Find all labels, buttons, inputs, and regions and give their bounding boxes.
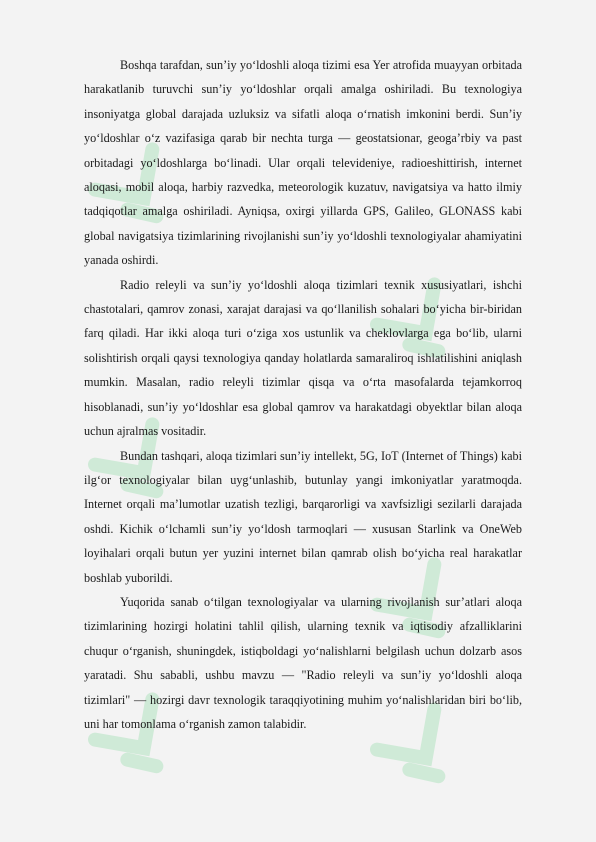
document-body [84,53,522,736]
paragraph: Radio releyli va sun’iy yo‘ldoshli aloqa tizimlari texnik xususiyatlari, ishchi chastotalari, qamrov zonasi, xarajat darajasi va qo‘llanilish sohalari bo‘yicha bir-biridan farq qiladi. Har ikki aloqa turi o‘ziga xos ustunlik va cheklovlarga ega bo‘lib, ularni solishtirish orqali qaysi texnologiya qanday holatlarda samaraliroq ishlatilishini aniqlash mumkin. Masalan, radio releyli tizimlar qisqa va o‘rta masofalarda tejamkorroq hisoblanadi, sun’iy yo‘ldoshlar esa global qamrov va harakatdagi obyektlar bilan aloqa uchun ajralmas vositadir. [84,277,522,439]
paragraph: Yuqorida sanab o‘tilgan texnologiyalar va ularning rivojlanish sur’atlari aloqa tizimlarining hozirgi holatini tahlil qilish, ularning texnik va iqtisodiy afzalliklarini chuqur o‘rganish, shuningdek, istiqboldagi yo‘nalishlarni belgilash uchun dolzarb asos yaratadi. Shu sababli, ushbu mavzu — "Radio releyli va sun’iy yo‘ldoshli aloqa tizimlari" — hozirgi davr texnologik taraqqiyotining muhim yo‘nalishlaridan biri bo‘lib, uni har tomonlama o‘rganish zamon talabidir. [84,594,522,731]
paragraph: Bundan tashqari, aloqa tizimlari sun’iy intellekt, 5G, IoT (Internet of Things) kabi ilg‘or texnologiyalar bilan uyg‘unlashib, butunlay yangi imkoniyatlar yaratmoqda. Internet orqali ma’lumotlar uzatish tezligi, barqarorligi va xavfsizligi sezilarli darajada oshdi. Kichik o‘lchamli sun’iy yo‘ldosh tarmoqlari — xususan Starlink va OneWeb loyihalari orqali butun yer yuzini internet bilan qamrab olish bo‘yicha real harakatlar boshlab yuborildi. [84,448,522,585]
paragraph: Boshqa tarafdan, sun’iy yo‘ldoshli aloqa tizimi esa Yer atrofida muayyan orbitada harakatlanib turuvchi sun’iy yo‘ldoshlar orqali amalga oshiriladi. Bu texnologiya insoniyatga global darajada uzluksiz va sifatli aloqa o‘rnatish imkonini berdi. Sun’iy yo‘ldoshlar o‘z vazifasiga qarab bir nechta turga — geostatsionar, geoga’rbiy va past orbitadagi yo‘ldoshlarga bo‘linadi. Ular orqali televideniye, radioeshittirish, internet aloqasi, mobil aloqa, harbiy razvedka, meteorologik kuzatuv, navigatsiya va hatto ilmiy tadqiqotlar amalga oshiriladi. Ayniqsa, oxirgi yillarda GPS, Galileo, GLONASS kabi global navigatsiya tizimlarining rivojlanishi sun’iy yo‘ldoshli texnologiyalar ahamiyatini yanada oshirdi. [84,58,522,268]
